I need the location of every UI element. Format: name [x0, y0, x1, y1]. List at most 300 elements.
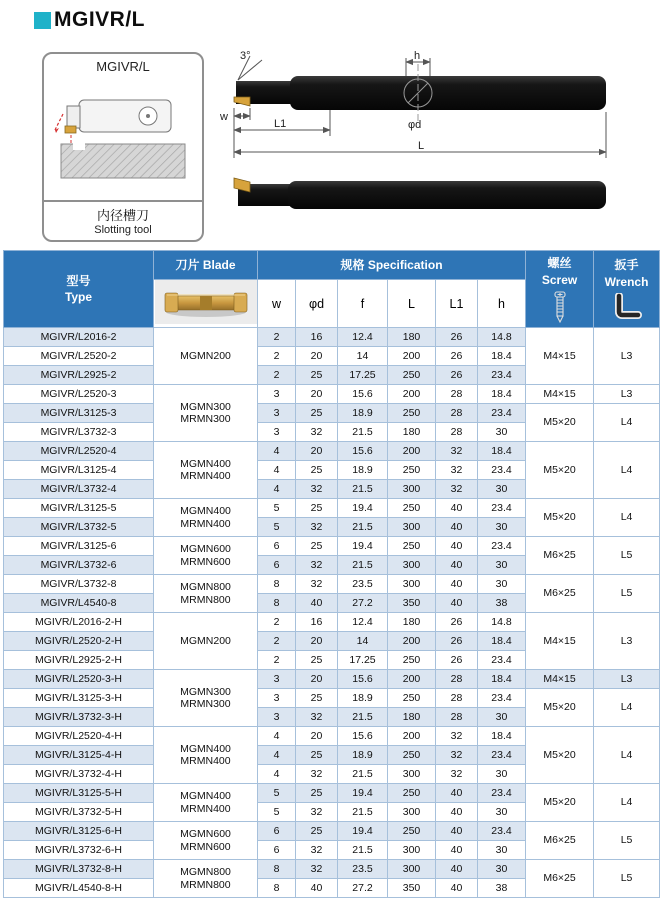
- spec-cell-w: 4: [258, 442, 296, 461]
- spec-cell-f: 21.5: [338, 518, 388, 537]
- spec-cell-d: 32: [296, 556, 338, 575]
- spec-cell-L: 180: [388, 613, 436, 632]
- spec-cell-h: 18.4: [478, 442, 526, 461]
- spec-cell-h: 14.8: [478, 613, 526, 632]
- type-cell: MGIVR/L4540-8: [4, 594, 154, 613]
- blade-cell: MGMN400 MRMN400: [154, 499, 258, 537]
- screw-icon: [552, 291, 568, 323]
- spec-cell-d: 32: [296, 765, 338, 784]
- col-header-screw: [526, 251, 594, 328]
- spec-cell-d: 20: [296, 727, 338, 746]
- type-cell: MGIVR/L3732-3: [4, 423, 154, 442]
- spec-cell-L1: 26: [436, 613, 478, 632]
- spec-cell-d: 25: [296, 537, 338, 556]
- wrench-cell: L5: [594, 575, 660, 613]
- blade-cell: MGMN400 MRMN400: [154, 442, 258, 499]
- type-cell: MGIVR/L3125-5: [4, 499, 154, 518]
- spec-cell-L1: 26: [436, 366, 478, 385]
- spec-cell-d: 25: [296, 461, 338, 480]
- screw-cell: M6×25: [526, 575, 594, 613]
- blade-cell: MGMN200: [154, 328, 258, 385]
- tool-bar-top: [234, 76, 606, 110]
- spec-cell-L: 200: [388, 385, 436, 404]
- type-cell: MGIVR/L2520-3-H: [4, 670, 154, 689]
- screw-cell: M5×20: [526, 784, 594, 822]
- type-cell: MGIVR/L3125-6: [4, 537, 154, 556]
- spec-cell-h: 18.4: [478, 632, 526, 651]
- spec-cell-h: 23.4: [478, 746, 526, 765]
- dim-l: L: [418, 140, 425, 152]
- spec-cell-L: 250: [388, 461, 436, 480]
- spec-cell-d: 32: [296, 860, 338, 879]
- spec-table: [3, 250, 660, 898]
- spec-cell-w: 8: [258, 575, 296, 594]
- caption-cn: 内径槽刀: [96, 208, 149, 223]
- spec-cell-f: 14: [338, 347, 388, 366]
- spec-cell-w: 6: [258, 822, 296, 841]
- spec-cell-f: 19.4: [338, 822, 388, 841]
- screw-cell: M5×20: [526, 689, 594, 727]
- col-header-spec: 规格 Specification: [258, 251, 526, 280]
- spec-cell-L1: 26: [436, 632, 478, 651]
- spec-cell-d: 25: [296, 499, 338, 518]
- panel-caption: [44, 200, 202, 240]
- table-row: [4, 385, 660, 404]
- spec-cell-h: 30: [478, 765, 526, 784]
- blade-cell: MGMN400 MRMN400: [154, 727, 258, 784]
- spec-cell-L1: 26: [436, 347, 478, 366]
- spec-cell-h: 30: [478, 575, 526, 594]
- wrench-cell: L3: [594, 613, 660, 670]
- blade-cell: MGMN300 MRMN300: [154, 670, 258, 727]
- wrench-cell: L4: [594, 404, 660, 442]
- spec-cell-f: 18.9: [338, 689, 388, 708]
- type-cell: MGIVR/L3125-4-H: [4, 746, 154, 765]
- spec-cell-L: 350: [388, 879, 436, 898]
- spec-cell-L1: 26: [436, 651, 478, 670]
- spec-cell-w: 4: [258, 461, 296, 480]
- spec-cell-L1: 40: [436, 803, 478, 822]
- type-cell: MGIVR/L2016-2-H: [4, 613, 154, 632]
- spec-cell-L1: 28: [436, 423, 478, 442]
- type-cell: MGIVR/L2925-2-H: [4, 651, 154, 670]
- spec-cell-f: 15.6: [338, 727, 388, 746]
- spec-cell-d: 40: [296, 594, 338, 613]
- wrench-cell: L4: [594, 784, 660, 822]
- caption-en: Slotting tool: [94, 224, 152, 236]
- type-cell: MGIVR/L3732-5: [4, 518, 154, 537]
- spec-cell-L: 250: [388, 689, 436, 708]
- spec-col-phi-d: φd: [296, 280, 338, 328]
- spec-cell-L: 300: [388, 841, 436, 860]
- wrench-cell: L5: [594, 537, 660, 575]
- spec-cell-L: 200: [388, 442, 436, 461]
- table-row: [4, 575, 660, 594]
- hex-key-icon: [612, 293, 642, 321]
- wrench-cell: L3: [594, 328, 660, 385]
- spec-cell-h: 38: [478, 879, 526, 898]
- spec-cell-L: 200: [388, 670, 436, 689]
- spec-cell-L: 250: [388, 366, 436, 385]
- spec-cell-h: 23.4: [478, 784, 526, 803]
- spec-cell-d: 32: [296, 423, 338, 442]
- blade-cell: MGMN300 MRMN300: [154, 385, 258, 442]
- spec-cell-L1: 28: [436, 670, 478, 689]
- blade-cell: MGMN800 MRMN800: [154, 860, 258, 898]
- insert-image: [155, 280, 257, 324]
- spec-cell-d: 25: [296, 822, 338, 841]
- table-row: [4, 727, 660, 746]
- wrench-cell: L4: [594, 727, 660, 784]
- spec-col-L1: L1: [436, 280, 478, 328]
- screw-cell: M5×20: [526, 727, 594, 784]
- spec-cell-d: 25: [296, 404, 338, 423]
- spec-cell-w: 2: [258, 366, 296, 385]
- col-header-blade: 刀片 Blade: [154, 251, 258, 280]
- spec-cell-h: 23.4: [478, 537, 526, 556]
- spec-cell-L: 300: [388, 803, 436, 822]
- spec-cell-L: 180: [388, 328, 436, 347]
- table-row: [4, 860, 660, 879]
- spec-cell-L1: 40: [436, 556, 478, 575]
- spec-cell-L: 250: [388, 746, 436, 765]
- spec-cell-w: 3: [258, 670, 296, 689]
- screw-cell: M5×20: [526, 404, 594, 442]
- table-row: [4, 784, 660, 803]
- screw-cell: M5×20: [526, 499, 594, 537]
- wrench-header-en: Wrench: [604, 274, 649, 289]
- spec-cell-L1: 40: [436, 518, 478, 537]
- type-cell: MGIVR/L3732-8-H: [4, 860, 154, 879]
- spec-cell-L1: 28: [436, 708, 478, 727]
- type-cell: MGIVR/L2520-2: [4, 347, 154, 366]
- type-cell: MGIVR/L2520-2-H: [4, 632, 154, 651]
- blade-photo: [154, 280, 258, 328]
- screw-cell: M4×15: [526, 613, 594, 670]
- spec-cell-h: 30: [478, 803, 526, 822]
- spec-cell-h: 30: [478, 708, 526, 727]
- spec-cell-L1: 40: [436, 822, 478, 841]
- table-row: [4, 404, 660, 423]
- spec-cell-L: 300: [388, 765, 436, 784]
- type-cell: MGIVR/L3732-5-H: [4, 803, 154, 822]
- spec-cell-h: 23.4: [478, 822, 526, 841]
- type-cell: MGIVR/L4540-8-H: [4, 879, 154, 898]
- wrench-cell: L5: [594, 860, 660, 898]
- spec-cell-L1: 32: [436, 765, 478, 784]
- type-cell: MGIVR/L2520-4: [4, 442, 154, 461]
- type-cell: MGIVR/L2016-2: [4, 328, 154, 347]
- spec-cell-d: 20: [296, 385, 338, 404]
- table-row: [4, 689, 660, 708]
- title-bar: [34, 8, 145, 32]
- spec-cell-L: 200: [388, 727, 436, 746]
- spec-cell-L: 250: [388, 499, 436, 518]
- spec-cell-w: 8: [258, 879, 296, 898]
- spec-cell-L1: 28: [436, 404, 478, 423]
- spec-cell-f: 21.5: [338, 841, 388, 860]
- spec-cell-L1: 40: [436, 594, 478, 613]
- spec-cell-L1: 32: [436, 727, 478, 746]
- spec-cell-L: 250: [388, 651, 436, 670]
- spec-cell-f: 21.5: [338, 556, 388, 575]
- spec-cell-L: 300: [388, 480, 436, 499]
- spec-cell-w: 3: [258, 689, 296, 708]
- wrench-cell: L4: [594, 442, 660, 499]
- spec-cell-w: 3: [258, 708, 296, 727]
- screw-header-en: Screw: [541, 272, 578, 287]
- spec-cell-L1: 40: [436, 537, 478, 556]
- spec-cell-L1: 40: [436, 784, 478, 803]
- spec-cell-d: 32: [296, 708, 338, 727]
- spec-cell-d: 32: [296, 480, 338, 499]
- screw-cell: M4×15: [526, 385, 594, 404]
- spec-cell-w: 4: [258, 746, 296, 765]
- spec-cell-w: 5: [258, 499, 296, 518]
- spec-cell-h: 30: [478, 860, 526, 879]
- spec-cell-h: 23.4: [478, 404, 526, 423]
- spec-cell-f: 15.6: [338, 670, 388, 689]
- blade-cell: MGMN800 MRMN800: [154, 575, 258, 613]
- table-row: [4, 499, 660, 518]
- spec-cell-d: 32: [296, 518, 338, 537]
- spec-cell-h: 30: [478, 841, 526, 860]
- spec-table-body: [4, 328, 660, 898]
- type-cell: MGIVR/L3732-6-H: [4, 841, 154, 860]
- spec-cell-f: 21.5: [338, 708, 388, 727]
- spec-cell-f: 17.25: [338, 366, 388, 385]
- type-header-cn: 型号: [66, 273, 91, 288]
- spec-cell-L1: 32: [436, 746, 478, 765]
- square-bullet-icon: [34, 12, 51, 29]
- spec-cell-d: 20: [296, 442, 338, 461]
- spec-cell-L: 300: [388, 518, 436, 537]
- type-cell: MGIVR/L3732-4-H: [4, 765, 154, 784]
- blade-cell: MGMN600 MRMN600: [154, 822, 258, 860]
- spec-cell-L1: 28: [436, 689, 478, 708]
- type-cell: MGIVR/L3125-3-H: [4, 689, 154, 708]
- table-row: [4, 328, 660, 347]
- spec-cell-L: 250: [388, 822, 436, 841]
- wrench-cell: L4: [594, 499, 660, 537]
- slotting-tool-thumbnail: [51, 76, 195, 200]
- spec-cell-L: 250: [388, 404, 436, 423]
- spec-col-L: L: [388, 280, 436, 328]
- spec-cell-h: 38: [478, 594, 526, 613]
- type-cell: MGIVR/L3732-4: [4, 480, 154, 499]
- blade-cell: MGMN600 MRMN600: [154, 537, 258, 575]
- type-cell: MGIVR/L3732-6: [4, 556, 154, 575]
- spec-cell-h: 23.4: [478, 499, 526, 518]
- spec-cell-d: 25: [296, 746, 338, 765]
- spec-cell-L: 300: [388, 860, 436, 879]
- spec-col-f: f: [338, 280, 388, 328]
- tool-bar-bottom: [234, 178, 606, 209]
- spec-cell-L1: 40: [436, 879, 478, 898]
- spec-cell-w: 8: [258, 594, 296, 613]
- type-cell: MGIVR/L3125-3: [4, 404, 154, 423]
- type-cell: MGIVR/L3125-4: [4, 461, 154, 480]
- spec-cell-w: 6: [258, 841, 296, 860]
- spec-cell-d: 32: [296, 841, 338, 860]
- dim-h: h: [414, 50, 421, 62]
- spec-cell-L: 250: [388, 537, 436, 556]
- spec-cell-w: 3: [258, 423, 296, 442]
- spec-cell-f: 15.6: [338, 385, 388, 404]
- spec-cell-d: 32: [296, 803, 338, 822]
- spec-cell-f: 21.5: [338, 480, 388, 499]
- page-title: MGIVR/L: [54, 8, 145, 31]
- spec-cell-L1: 26: [436, 328, 478, 347]
- spec-cell-h: 30: [478, 556, 526, 575]
- spec-cell-f: 27.2: [338, 879, 388, 898]
- type-cell: MGIVR/L2925-2: [4, 366, 154, 385]
- spec-cell-h: 23.4: [478, 461, 526, 480]
- technical-drawing: [200, 50, 660, 242]
- table-row: [4, 537, 660, 556]
- spec-cell-f: 23.5: [338, 575, 388, 594]
- spec-cell-d: 20: [296, 670, 338, 689]
- wrench-cell: L3: [594, 385, 660, 404]
- spec-cell-w: 2: [258, 613, 296, 632]
- spec-cell-h: 18.4: [478, 670, 526, 689]
- spec-cell-d: 20: [296, 347, 338, 366]
- wrench-cell: L4: [594, 689, 660, 727]
- spec-cell-f: 15.6: [338, 442, 388, 461]
- screw-cell: M6×25: [526, 537, 594, 575]
- spec-cell-f: 19.4: [338, 499, 388, 518]
- wrench-cell: L3: [594, 670, 660, 689]
- col-header-type: [4, 251, 154, 328]
- type-cell: MGIVR/L3732-3-H: [4, 708, 154, 727]
- spec-cell-d: 25: [296, 689, 338, 708]
- spec-cell-f: 12.4: [338, 613, 388, 632]
- spec-col-h: h: [478, 280, 526, 328]
- spec-cell-f: 19.4: [338, 784, 388, 803]
- spec-cell-f: 21.5: [338, 765, 388, 784]
- type-cell: MGIVR/L3732-8: [4, 575, 154, 594]
- screw-header-cn: 螺丝: [547, 256, 572, 271]
- spec-cell-f: 18.9: [338, 746, 388, 765]
- spec-cell-d: 25: [296, 366, 338, 385]
- type-cell: MGIVR/L3125-5-H: [4, 784, 154, 803]
- blade-cell: MGMN200: [154, 613, 258, 670]
- insert-tip: [234, 178, 250, 192]
- spec-cell-w: 3: [258, 404, 296, 423]
- spec-cell-w: 5: [258, 784, 296, 803]
- spec-cell-L1: 40: [436, 499, 478, 518]
- spec-cell-h: 18.4: [478, 347, 526, 366]
- spec-cell-L: 300: [388, 556, 436, 575]
- table-row: [4, 670, 660, 689]
- spec-cell-d: 16: [296, 613, 338, 632]
- spec-cell-L1: 40: [436, 575, 478, 594]
- screw-cell: M5×20: [526, 442, 594, 499]
- type-cell: MGIVR/L2520-3: [4, 385, 154, 404]
- spec-cell-w: 2: [258, 632, 296, 651]
- spec-cell-w: 2: [258, 328, 296, 347]
- type-header-en: Type: [64, 290, 93, 304]
- spec-cell-L1: 40: [436, 860, 478, 879]
- col-header-wrench: [594, 251, 660, 328]
- table-row: [4, 442, 660, 461]
- spec-cell-L1: 32: [436, 480, 478, 499]
- spec-cell-f: 12.4: [338, 328, 388, 347]
- dim-l1: L1: [274, 118, 287, 130]
- spec-cell-h: 23.4: [478, 366, 526, 385]
- spec-cell-h: 14.8: [478, 328, 526, 347]
- spec-cell-f: 18.9: [338, 461, 388, 480]
- spec-cell-w: 4: [258, 765, 296, 784]
- spec-cell-L: 200: [388, 347, 436, 366]
- spec-cell-h: 30: [478, 423, 526, 442]
- spec-cell-w: 5: [258, 803, 296, 822]
- spec-cell-h: 30: [478, 518, 526, 537]
- wrench-cell: L5: [594, 822, 660, 860]
- screw-cell: M6×25: [526, 822, 594, 860]
- spec-cell-d: 40: [296, 879, 338, 898]
- spec-cell-L: 250: [388, 784, 436, 803]
- spec-cell-w: 4: [258, 480, 296, 499]
- spec-cell-L: 350: [388, 594, 436, 613]
- screw-cell: M6×25: [526, 860, 594, 898]
- panel-title: MGIVR/L: [96, 59, 150, 74]
- spec-cell-w: 6: [258, 537, 296, 556]
- spec-col-w: w: [258, 280, 296, 328]
- spec-cell-w: 3: [258, 385, 296, 404]
- spec-table-section: [3, 250, 659, 898]
- spec-cell-h: 18.4: [478, 385, 526, 404]
- screw-cell: M4×15: [526, 328, 594, 385]
- spec-cell-f: 21.5: [338, 423, 388, 442]
- spec-cell-w: 2: [258, 347, 296, 366]
- blade-cell: MGMN400 MRMN400: [154, 784, 258, 822]
- spec-cell-d: 32: [296, 575, 338, 594]
- spec-cell-f: 23.5: [338, 860, 388, 879]
- tool-panel: [42, 52, 204, 242]
- spec-cell-h: 18.4: [478, 727, 526, 746]
- spec-cell-L: 200: [388, 632, 436, 651]
- spec-cell-L: 180: [388, 423, 436, 442]
- spec-cell-L1: 40: [436, 841, 478, 860]
- wrench-header-cn: 扳手: [614, 258, 639, 273]
- spec-cell-w: 6: [258, 556, 296, 575]
- type-cell: MGIVR/L3125-6-H: [4, 822, 154, 841]
- spec-cell-h: 30: [478, 480, 526, 499]
- spec-cell-L1: 32: [436, 461, 478, 480]
- spec-cell-f: 21.5: [338, 803, 388, 822]
- spec-cell-f: 19.4: [338, 537, 388, 556]
- spec-cell-h: 23.4: [478, 651, 526, 670]
- spec-cell-f: 17.25: [338, 651, 388, 670]
- table-row: [4, 613, 660, 632]
- dim-phi-d: φd: [408, 119, 422, 131]
- type-cell: MGIVR/L2520-4-H: [4, 727, 154, 746]
- spec-cell-L1: 32: [436, 442, 478, 461]
- spec-cell-d: 25: [296, 651, 338, 670]
- insert-tip: [234, 97, 250, 106]
- spec-cell-w: 8: [258, 860, 296, 879]
- spec-cell-d: 25: [296, 784, 338, 803]
- spec-cell-L: 180: [388, 708, 436, 727]
- spec-cell-d: 20: [296, 632, 338, 651]
- spec-cell-w: 2: [258, 651, 296, 670]
- spec-cell-f: 14: [338, 632, 388, 651]
- spec-cell-w: 5: [258, 518, 296, 537]
- spec-cell-w: 4: [258, 727, 296, 746]
- spec-cell-d: 16: [296, 328, 338, 347]
- screw-cell: M4×15: [526, 670, 594, 689]
